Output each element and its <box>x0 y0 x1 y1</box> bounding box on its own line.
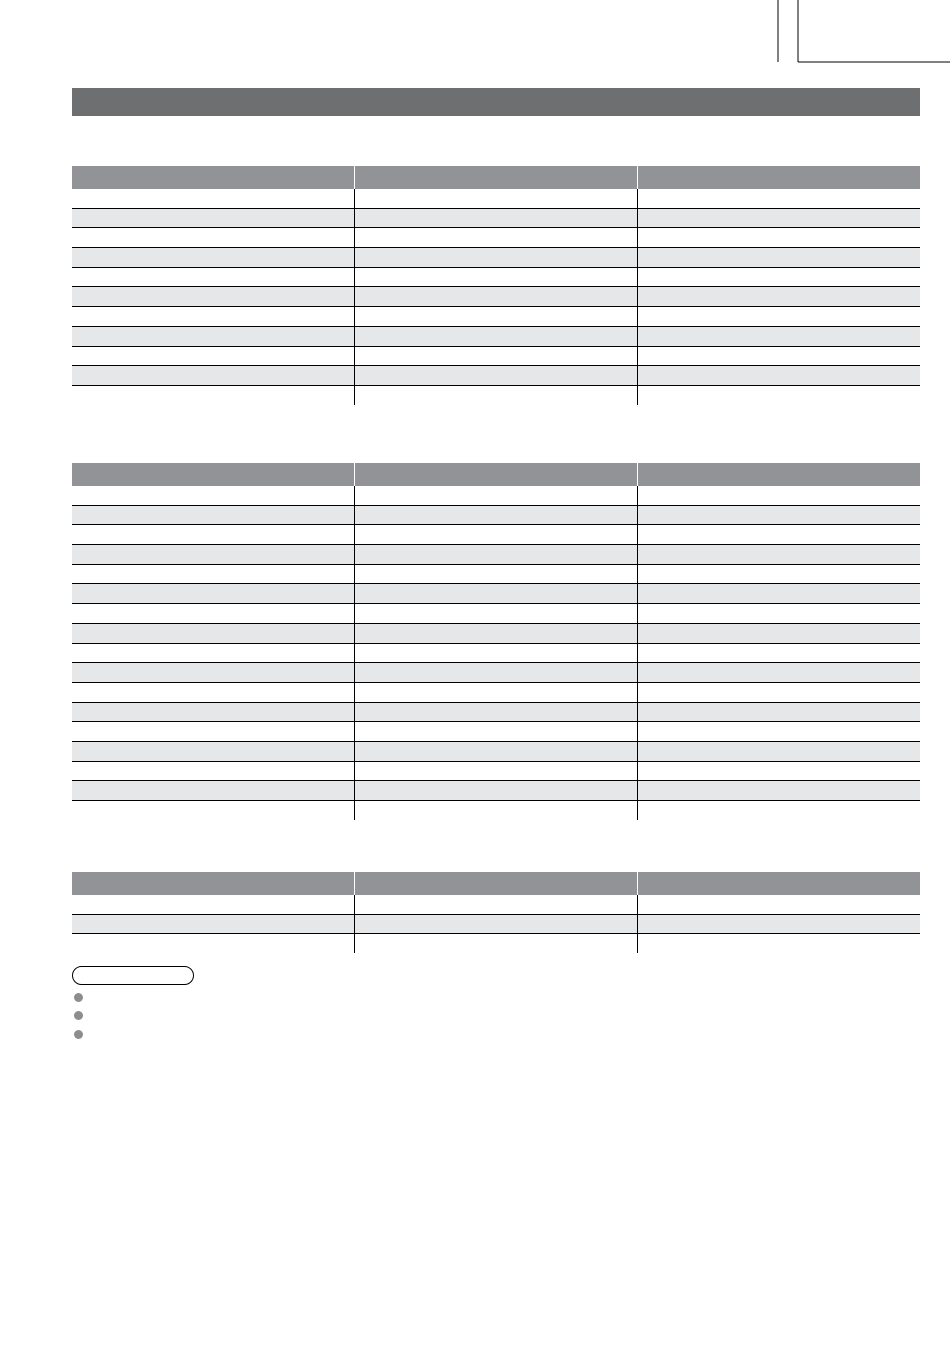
crop-mark <box>0 0 950 80</box>
table-cell <box>637 385 920 404</box>
table-row <box>72 801 920 820</box>
table-row <box>72 505 920 525</box>
table-cell <box>637 682 920 702</box>
table-cell <box>637 228 920 248</box>
table-cell <box>637 623 920 643</box>
table-cell <box>355 564 638 584</box>
table-cell <box>637 914 920 934</box>
table-cell <box>355 623 638 643</box>
bullet-icon <box>74 1030 83 1039</box>
column-header <box>72 166 355 189</box>
table-row <box>72 366 920 386</box>
table-cell <box>637 505 920 525</box>
column-header <box>355 463 638 486</box>
table-cell <box>637 248 920 268</box>
table-cell <box>637 643 920 663</box>
table-cell <box>355 682 638 702</box>
table-cell <box>355 248 638 268</box>
table-row <box>72 623 920 643</box>
spec-table-1 <box>72 166 920 405</box>
table-row <box>72 914 920 934</box>
table-row <box>72 248 920 268</box>
table-cell <box>355 545 638 565</box>
table-cell <box>637 663 920 683</box>
bullet-icon <box>74 1011 83 1020</box>
table-cell <box>637 702 920 722</box>
table-cell <box>637 564 920 584</box>
table-row <box>72 722 920 742</box>
table-cell <box>637 326 920 346</box>
table-cell <box>72 346 355 366</box>
table-cell <box>72 643 355 663</box>
table-row <box>72 208 920 228</box>
table-cell <box>72 781 355 801</box>
table-cell <box>637 722 920 742</box>
table-row <box>72 228 920 248</box>
table-cell <box>72 722 355 742</box>
note-label-box <box>72 966 194 985</box>
column-header <box>637 463 920 486</box>
table-row <box>72 702 920 722</box>
section-title-bar <box>72 88 920 116</box>
table-cell <box>355 584 638 604</box>
table-cell <box>72 895 355 914</box>
table-cell <box>72 248 355 268</box>
table-cell <box>355 663 638 683</box>
table-cell <box>637 486 920 505</box>
table-row <box>72 741 920 761</box>
table-cell <box>355 366 638 386</box>
table-row <box>72 643 920 663</box>
table-cell <box>72 564 355 584</box>
table-row <box>72 781 920 801</box>
table-row <box>72 604 920 624</box>
table-row <box>72 307 920 327</box>
table-cell <box>72 914 355 934</box>
column-header <box>72 463 355 486</box>
column-header <box>355 166 638 189</box>
table-cell <box>637 307 920 327</box>
table-cell <box>355 702 638 722</box>
table-row <box>72 934 920 953</box>
table-cell <box>72 934 355 953</box>
table-cell <box>72 663 355 683</box>
table-cell <box>72 801 355 820</box>
table-row <box>72 545 920 565</box>
table-cell <box>637 741 920 761</box>
table-row <box>72 385 920 404</box>
table-cell <box>637 801 920 820</box>
table-row <box>72 584 920 604</box>
table-cell <box>355 267 638 287</box>
table-header-row <box>72 463 920 486</box>
table-cell <box>637 781 920 801</box>
table-cell <box>72 267 355 287</box>
column-header <box>637 166 920 189</box>
table-cell <box>637 761 920 781</box>
table-cell <box>72 228 355 248</box>
table-cell <box>637 525 920 545</box>
table-row <box>72 663 920 683</box>
table-cell <box>355 307 638 327</box>
table-cell <box>72 385 355 404</box>
table-cell <box>637 346 920 366</box>
table-header-row <box>72 166 920 189</box>
table-cell <box>72 525 355 545</box>
table-row <box>72 326 920 346</box>
table-cell <box>72 702 355 722</box>
table-cell <box>637 366 920 386</box>
table-cell <box>355 722 638 742</box>
column-header <box>72 872 355 895</box>
table-cell <box>355 385 638 404</box>
table-row <box>72 346 920 366</box>
table-cell <box>72 545 355 565</box>
table-row <box>72 682 920 702</box>
table-cell <box>355 895 638 914</box>
column-header <box>355 872 638 895</box>
table-cell <box>72 189 355 208</box>
table-row <box>72 761 920 781</box>
table-cell <box>637 934 920 953</box>
table-cell <box>355 934 638 953</box>
table-cell <box>72 761 355 781</box>
table-cell <box>355 486 638 505</box>
table-row <box>72 564 920 584</box>
table-cell <box>72 741 355 761</box>
table-cell <box>637 545 920 565</box>
table-cell <box>637 208 920 228</box>
table-cell <box>72 505 355 525</box>
table-cell <box>355 801 638 820</box>
table-cell <box>637 584 920 604</box>
table-row <box>72 895 920 914</box>
table-row <box>72 525 920 545</box>
table-cell <box>355 741 638 761</box>
table-cell <box>355 914 638 934</box>
spec-table-3 <box>72 872 920 953</box>
table-cell <box>355 228 638 248</box>
table-cell <box>355 525 638 545</box>
table-header-row <box>72 872 920 895</box>
table-cell <box>355 346 638 366</box>
table-cell <box>355 287 638 307</box>
table-row <box>72 189 920 208</box>
table-cell <box>355 326 638 346</box>
bullet-icon <box>74 993 83 1002</box>
table-row <box>72 287 920 307</box>
spec-table-2 <box>72 463 920 820</box>
table-cell <box>637 895 920 914</box>
table-cell <box>72 623 355 643</box>
table-row <box>72 486 920 505</box>
table-row <box>72 267 920 287</box>
table-cell <box>355 761 638 781</box>
table-cell <box>72 208 355 228</box>
table-cell <box>637 604 920 624</box>
table-cell <box>355 505 638 525</box>
table-cell <box>355 189 638 208</box>
table-cell <box>72 307 355 327</box>
table-cell <box>355 208 638 228</box>
table-cell <box>637 287 920 307</box>
column-header <box>637 872 920 895</box>
table-cell <box>72 486 355 505</box>
table-cell <box>72 326 355 346</box>
table-cell <box>355 604 638 624</box>
table-cell <box>72 366 355 386</box>
table-cell <box>355 781 638 801</box>
table-cell <box>72 604 355 624</box>
table-cell <box>637 267 920 287</box>
table-cell <box>355 643 638 663</box>
table-cell <box>637 189 920 208</box>
table-cell <box>72 584 355 604</box>
table-cell <box>72 287 355 307</box>
table-cell <box>72 682 355 702</box>
